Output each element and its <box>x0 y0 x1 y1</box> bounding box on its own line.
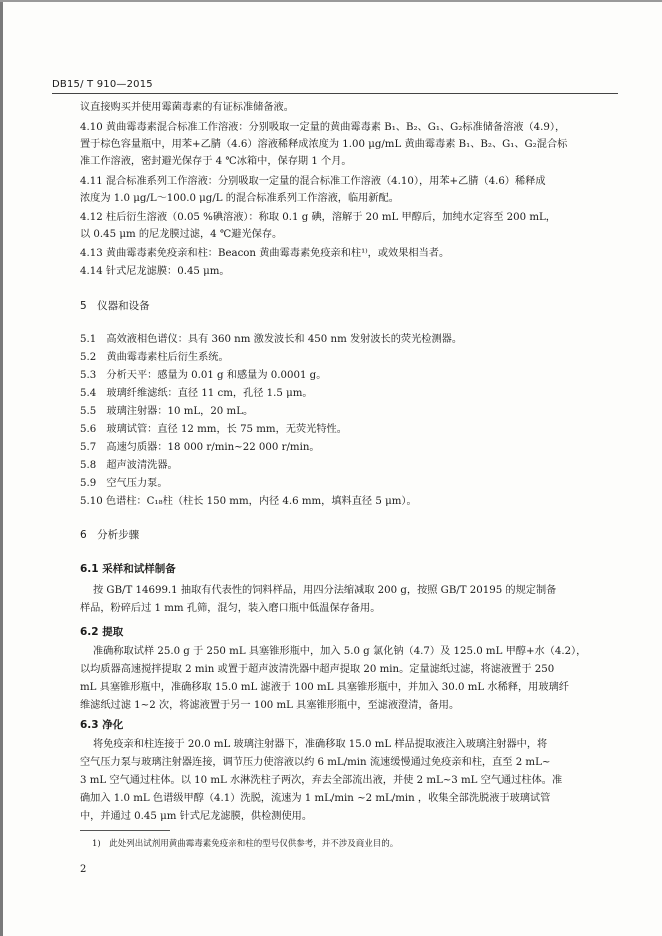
clause-4-14: 4.14 针式尼龙滤膜：0.45 μm。 <box>80 266 230 277</box>
item-5-9: 5.9 空气压力泵。 <box>80 478 168 489</box>
item-5-6: 5.6 玻璃试管：直径 12 mm，长 75 mm，无荧光特性。 <box>80 424 347 435</box>
item-5-7: 5.7 高速匀质器：18 000 r/min~22 000 r/min。 <box>80 442 320 453</box>
text-line: 置于棕色容量瓶中，用苯+乙腈（4.6）溶液稀释成浓度为 1.00 μg/mL 黄曲霉毒素 B₁、B₂、G₁、G₂混合标 <box>80 139 568 150</box>
section-5-title: 5 仪器和设备 <box>80 300 150 312</box>
page-number: 2 <box>80 864 87 875</box>
clause-4-13: 4.13 黄曲霉毒素免疫亲和柱：Beacon 黄曲霉毒素免疫亲和柱¹⁾，或效果相当者。 <box>80 248 450 259</box>
scan-edge-top <box>0 0 662 2</box>
document-header: DB15/ T 910—2015 <box>52 79 153 90</box>
text-line: 维滤纸过滤 1~2 次，将滤液置于另一 100 mL 具塞锥形瓶中，至滤液澄清，备用。 <box>80 700 460 711</box>
subsection-6-3-title: 6.3 净化 <box>80 719 124 731</box>
footnote-rule <box>80 830 170 831</box>
clause-4-12: 4.12 柱后衍生溶液（0.05 %碘溶液）：称取 0.1 g 碘，溶解于 20 mL 甲醇后，加纯水定容至 200 mL， <box>80 212 556 223</box>
item-5-5: 5.5 玻璃注射器：10 mL，20 mL。 <box>80 406 254 417</box>
clause-4-11: 4.11 混合标准系列工作溶液：分别吸取一定量的混合标准工作溶液（4.10），用苯+乙腈（4.6）稀释成 <box>80 176 546 187</box>
section-6-title: 6 分析步骤 <box>80 529 140 541</box>
item-5-2: 5.2 黄曲霉毒素柱后衍生系统。 <box>80 352 229 363</box>
text-line: 浓度为 1.0 μg/L～100.0 μg/L 的混合标准系列工作溶液，临用新配。 <box>80 193 399 204</box>
text-line: 按 GB/T 14699.1 抽取有代表性的饲料样品，用四分法缩减取 200 g，按照 GB/T 20195 的规定制备 <box>93 585 557 596</box>
text-line: 将免疫亲和柱连接于 20.0 mL 玻璃注射器下，准确移取 15.0 mL 样品提取液注入玻璃注射器中，将 <box>93 739 548 750</box>
text-line: 样品，粉碎后过 1 mm 孔筛，混匀，装入磨口瓶中低温保存备用。 <box>80 603 381 614</box>
text-line: 议直接购买并使用霉菌毒素的有证标准储备液。 <box>80 102 294 113</box>
header-rule <box>52 93 618 94</box>
item-5-8: 5.8 超声波清洗器。 <box>80 460 178 471</box>
text-line: 以均质器高速搅拌提取 2 min 或置于超声波清洗器中超声提取 20 min。定量滤纸过滤，将滤液置于 250 <box>80 664 555 675</box>
text-line: mL 具塞锥形瓶中，准确移取 15.0 mL 滤液于 100 mL 具塞锥形瓶中，并加入 30.0 mL 水稀释，用玻璃纤 <box>80 682 569 693</box>
subsection-6-1-title: 6.1 采样和试样制备 <box>80 563 176 575</box>
footnote: 1) 此处列出试剂用黄曲霉毒素免疫亲和柱的型号仅供参考，并不涉及商业目的。 <box>92 839 399 849</box>
text-line: 中，并通过 0.45 μm 针式尼龙滤膜，供检测使用。 <box>80 811 313 822</box>
item-5-4: 5.4 玻璃纤维滤纸：直径 11 cm，孔径 1.5 μm。 <box>80 388 313 399</box>
text-line: 3 mL 空气通过柱体。以 10 mL 水淋洗柱子两次，弃去全部流出液，并使 2 mL~3 mL 空气通过柱体。准 <box>80 775 563 786</box>
item-5-3: 5.3 分析天平：感量为 0.01 g 和感量为 0.0001 g。 <box>80 370 327 381</box>
text-line: 确加入 1.0 mL 色谱级甲醇（4.1）洗脱，流速为 1 mL/min ~2 mL/min ，收集全部洗脱液于玻璃试管 <box>80 793 551 804</box>
clause-4-10: 4.10 黄曲霉毒素混合标准工作溶液：分别吸取一定量的黄曲霉毒素 B₁、B₂、G₁、G₂标准储备溶液（4.9）， <box>80 122 566 133</box>
text-line: 准工作溶液，密封避光保存于 4 ℃冰箱中，保存期 1 个月。 <box>80 156 352 167</box>
item-5-1: 5.1 高效液相色谱仪：具有 360 nm 激发波长和 450 nm 发射波长的荧光检测器。 <box>80 334 463 345</box>
item-5-10: 5.10 色谱柱：C₁₈柱（柱长 150 mm，内径 4.6 mm，填料直径 5 μm）。 <box>80 496 417 507</box>
subsection-6-2-title: 6.2 提取 <box>80 626 124 638</box>
text-line: 空气压力泵与玻璃注射器连接，调节压力使溶液以约 6 mL/min 流速缓慢通过免疫亲和柱，直至 2 mL~ <box>80 757 551 768</box>
text-line: 以 0.45 μm 的尼龙膜过滤，4 ℃避光保存。 <box>80 229 283 240</box>
text-line: 准确称取试样 25.0 g 于 250 mL 具塞锥形瓶中，加入 5.0 g 氯化钠（4.7）及 125.0 mL 甲醇+水（4.2）， <box>93 646 587 657</box>
scan-edge <box>0 0 3 936</box>
